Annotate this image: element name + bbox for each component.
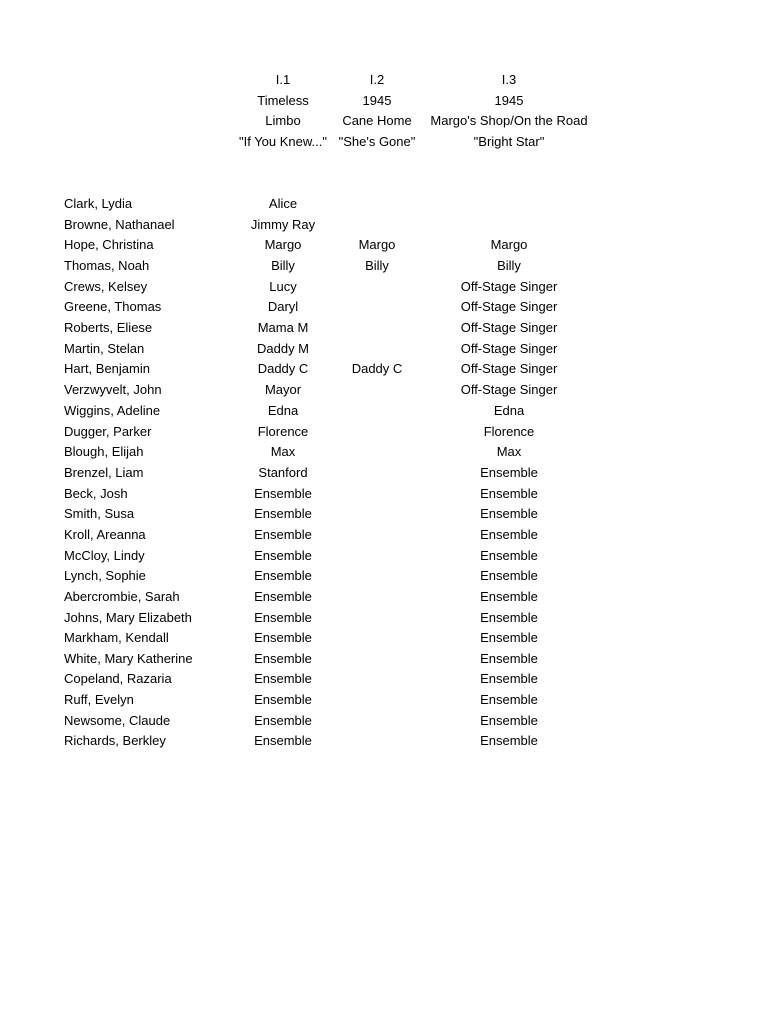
header-scene-2-place: Cane Home — [342, 113, 412, 128]
actor-name: Copeland, Razaria — [64, 671, 172, 686]
role-scene-3: Ensemble — [480, 589, 538, 604]
role-scene-2 — [327, 422, 427, 442]
header-scene-2-number: I.2 — [369, 72, 385, 87]
header-scene-2-song: "She's Gone" — [338, 134, 416, 149]
role-scene-2 — [327, 649, 427, 669]
role-scene-3 — [419, 194, 599, 214]
header-scene-1-time: Timeless — [257, 93, 309, 108]
role-scene-1: Ensemble — [254, 733, 312, 748]
actor-name: Kroll, Areanna — [64, 527, 146, 542]
role-scene-1: Ensemble — [254, 486, 312, 501]
role-scene-1: Ensemble — [254, 589, 312, 604]
actor-name: Abercrombie, Sarah — [64, 589, 180, 604]
role-scene-1: Max — [270, 444, 296, 459]
role-scene-1: Florence — [257, 424, 309, 439]
actor-name: Dugger, Parker — [64, 424, 152, 439]
role-scene-1: Ensemble — [254, 506, 312, 521]
role-scene-2 — [327, 318, 427, 338]
table-row — [0, 731, 768, 751]
role-scene-3: Ensemble — [480, 506, 538, 521]
role-scene-2 — [327, 608, 427, 628]
table-row — [0, 318, 768, 338]
role-scene-1: Billy — [271, 258, 295, 273]
role-scene-2 — [327, 587, 427, 607]
role-scene-1: Mayor — [264, 382, 302, 397]
table-row — [0, 649, 768, 669]
role-scene-3: Ensemble — [480, 651, 538, 666]
header-row-times — [0, 91, 768, 111]
table-row — [0, 194, 768, 214]
table-row — [0, 546, 768, 566]
header-scene-2-time: 1945 — [362, 93, 392, 108]
table-row — [0, 587, 768, 607]
role-scene-3: Ensemble — [480, 671, 538, 686]
actor-name: McCloy, Lindy — [64, 548, 145, 563]
actor-name: Markham, Kendall — [64, 630, 169, 645]
role-scene-1: Edna — [267, 403, 299, 418]
role-scene-2 — [327, 463, 427, 483]
role-scene-3: Off-Stage Singer — [460, 361, 558, 376]
role-scene-2 — [327, 669, 427, 689]
role-scene-3: Margo — [490, 237, 528, 252]
actor-name: Thomas, Noah — [64, 258, 150, 273]
role-scene-1: Ensemble — [254, 548, 312, 563]
header-scene-3-place: Margo's Shop/On the Road — [430, 113, 588, 128]
table-row — [0, 711, 768, 731]
role-scene-3: Ensemble — [480, 486, 538, 501]
role-scene-1: Daryl — [267, 299, 299, 314]
role-scene-2 — [327, 297, 427, 317]
role-scene-3: Ensemble — [480, 548, 538, 563]
role-scene-2: Daddy C — [351, 361, 403, 376]
role-scene-2 — [327, 442, 427, 462]
role-scene-3: Ensemble — [480, 527, 538, 542]
role-scene-1: Ensemble — [254, 527, 312, 542]
header-scene-3-song: "Bright Star" — [473, 134, 545, 149]
role-scene-2 — [327, 525, 427, 545]
header-scene-1-song: "If You Knew..." — [238, 134, 328, 149]
actor-name: White, Mary Katherine — [64, 651, 193, 666]
actor-name: Richards, Berkley — [64, 733, 166, 748]
table-row — [0, 484, 768, 504]
header-row-places — [0, 111, 768, 131]
role-scene-3 — [419, 215, 599, 235]
role-scene-2 — [327, 690, 427, 710]
table-row — [0, 442, 768, 462]
table-row — [0, 339, 768, 359]
role-scene-1: Lucy — [269, 279, 297, 294]
role-scene-1: Ensemble — [254, 651, 312, 666]
role-scene-2 — [327, 566, 427, 586]
role-scene-3: Ensemble — [480, 630, 538, 645]
table-row — [0, 690, 768, 710]
header-scene-1-place: Limbo — [265, 113, 301, 128]
role-scene-3: Off-Stage Singer — [460, 341, 558, 356]
table-row — [0, 463, 768, 483]
table-row — [0, 277, 768, 297]
actor-name: Hope, Christina — [64, 237, 154, 252]
table-row — [0, 669, 768, 689]
actor-name: Wiggins, Adeline — [64, 403, 161, 418]
role-scene-2 — [327, 401, 427, 421]
role-scene-1: Mama M — [257, 320, 309, 335]
role-scene-3: Max — [496, 444, 522, 459]
role-scene-1: Alice — [268, 196, 298, 211]
role-scene-2 — [327, 194, 427, 214]
actor-name: Newsome, Claude — [64, 713, 171, 728]
table-row — [0, 566, 768, 586]
role-scene-3: Ensemble — [480, 713, 538, 728]
table-row — [0, 235, 768, 255]
role-scene-3: Off-Stage Singer — [460, 299, 558, 314]
role-scene-3: Ensemble — [480, 465, 538, 480]
role-scene-3: Off-Stage Singer — [460, 279, 558, 294]
role-scene-3: Off-Stage Singer — [460, 382, 558, 397]
role-scene-2: Billy — [365, 258, 389, 273]
role-scene-2 — [327, 546, 427, 566]
actor-name: Verzwyvelt, John — [64, 382, 162, 397]
role-scene-3: Ensemble — [480, 733, 538, 748]
role-scene-2 — [327, 380, 427, 400]
role-scene-2 — [327, 484, 427, 504]
actor-name: Lynch, Sophie — [64, 568, 146, 583]
role-scene-2 — [327, 628, 427, 648]
role-scene-1: Jimmy Ray — [250, 217, 316, 232]
role-scene-1: Ensemble — [254, 671, 312, 686]
table-row — [0, 422, 768, 442]
actor-name: Clark, Lydia — [64, 196, 133, 211]
table-row — [0, 608, 768, 628]
role-scene-3: Ensemble — [480, 692, 538, 707]
role-scene-3: Ensemble — [480, 610, 538, 625]
role-scene-2 — [327, 277, 427, 297]
actor-name: Johns, Mary Elizabeth — [64, 610, 192, 625]
actor-name: Martin, Stelan — [64, 341, 145, 356]
role-scene-2 — [327, 731, 427, 751]
role-scene-1: Ensemble — [254, 713, 312, 728]
table-row — [0, 215, 768, 235]
table-row — [0, 525, 768, 545]
role-scene-1: Ensemble — [254, 630, 312, 645]
header-scene-1-number: I.1 — [275, 72, 291, 87]
table-row — [0, 401, 768, 421]
actor-name: Hart, Benjamin — [64, 361, 150, 376]
header-scene-3-time: 1945 — [494, 93, 524, 108]
role-scene-1: Daddy C — [257, 361, 309, 376]
actor-name: Ruff, Evelyn — [64, 692, 134, 707]
role-scene-3: Billy — [497, 258, 521, 273]
actor-name: Smith, Susa — [64, 506, 135, 521]
role-scene-1: Ensemble — [254, 568, 312, 583]
role-scene-1: Ensemble — [254, 692, 312, 707]
header-scene-3-number: I.3 — [501, 72, 517, 87]
actor-name: Browne, Nathanael — [64, 217, 175, 232]
table-row — [0, 297, 768, 317]
table-row — [0, 256, 768, 276]
actor-name: Brenzel, Liam — [64, 465, 144, 480]
role-scene-1: Stanford — [258, 465, 308, 480]
actor-name: Crews, Kelsey — [64, 279, 148, 294]
role-scene-2 — [327, 215, 427, 235]
header-row-songs — [0, 132, 768, 152]
role-scene-2: Margo — [358, 237, 396, 252]
table-row — [0, 628, 768, 648]
role-scene-3: Off-Stage Singer — [460, 320, 558, 335]
role-scene-3: Ensemble — [480, 568, 538, 583]
role-scene-1: Margo — [264, 237, 302, 252]
actor-name: Roberts, Eliese — [64, 320, 153, 335]
role-scene-3: Edna — [493, 403, 525, 418]
table-row — [0, 359, 768, 379]
role-scene-2 — [327, 339, 427, 359]
role-scene-1: Daddy M — [256, 341, 310, 356]
role-scene-2 — [327, 504, 427, 524]
role-scene-1: Ensemble — [254, 610, 312, 625]
actor-name: Blough, Elijah — [64, 444, 144, 459]
table-row — [0, 504, 768, 524]
actor-name: Beck, Josh — [64, 486, 128, 501]
table-row — [0, 380, 768, 400]
header-row-scene-numbers — [0, 70, 768, 90]
actor-name: Greene, Thomas — [64, 299, 162, 314]
role-scene-2 — [327, 711, 427, 731]
role-scene-3: Florence — [483, 424, 535, 439]
